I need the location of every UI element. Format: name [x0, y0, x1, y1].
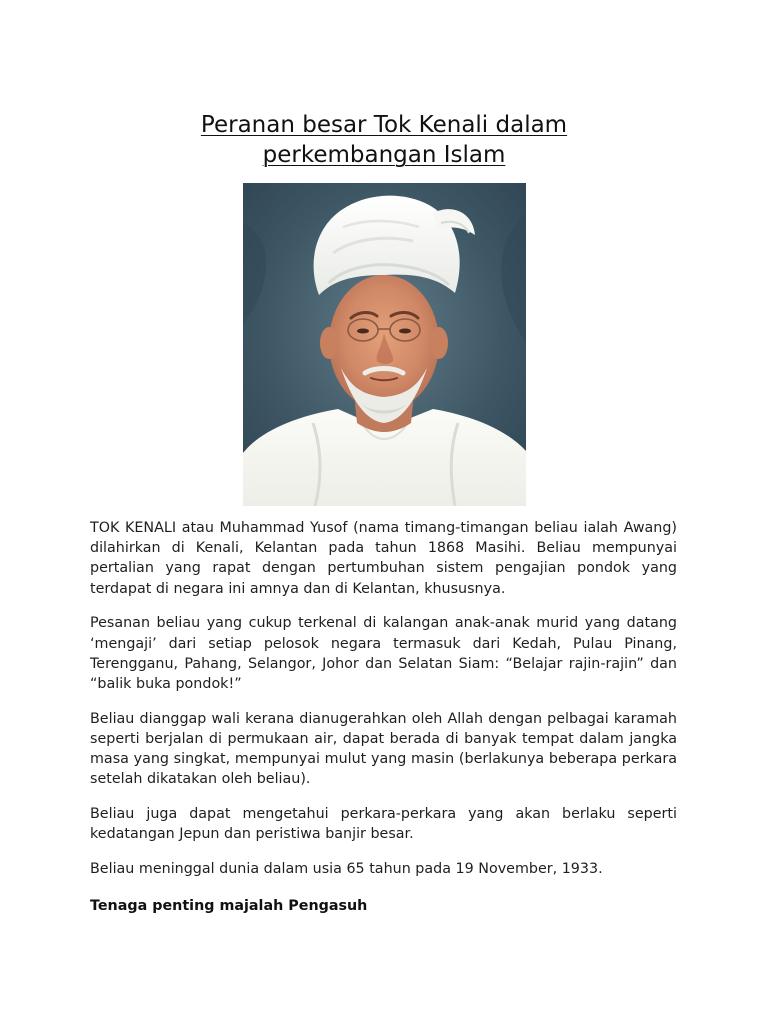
paragraph-advice: Pesanan beliau yang cukup terkenal di kalangan anak-anak murid yang datang ‘mengaji’ dari setiap pelosok negara termasuk dari Kedah, Pulau Pinang, Terengganu, Pahang, Selangor, Johor dan Selatan Siam: “Belajar rajin-rajin” dan “balik buka pondok!”: [90, 615, 677, 692]
title-line-2: perkembangan Islam: [262, 142, 506, 168]
document-title: [90, 110, 678, 170]
portrait-illustration: [243, 183, 526, 506]
section-subheading: Tenaga penting majalah Pengasuh: [90, 898, 368, 915]
title-line-1: Peranan besar Tok Kenali dalam: [200, 112, 568, 138]
portrait-image: [243, 183, 526, 506]
paragraph-death: Beliau meninggal dunia dalam usia 65 tahun pada 19 November, 1933.: [90, 860, 603, 877]
paragraph-foresight: Beliau juga dapat mengetahui perkara-perkara yang akan berlaku seperti kedatangan Jepun dan peristiwa banjir besar.: [90, 805, 677, 843]
article-body: [90, 518, 677, 931]
paragraph-karamah: Beliau dianggap wali kerana dianugerahkan oleh Allah dengan pelbagai karamah seperti berjalan di permukaan air, dapat berada di banyak tempat dalam jangka masa yang singkat, mempunyai mulut yang masin (berlakunya beberapa perkara setelah dikatakan oleh beliau).: [90, 710, 677, 788]
paragraph-birth: TOK KENALI atau Muhammad Yusof (nama timang-timangan beliau ialah Awang) dilahirkan di Kenali, Kelantan pada tahun 1868 Masihi. Beliau mempunyai pertalian yang rapat dengan pertumbuhan sistem pengajian pondok yang terdapat di negara ini amnya dan di Kelantan, khususnya.: [90, 520, 677, 597]
